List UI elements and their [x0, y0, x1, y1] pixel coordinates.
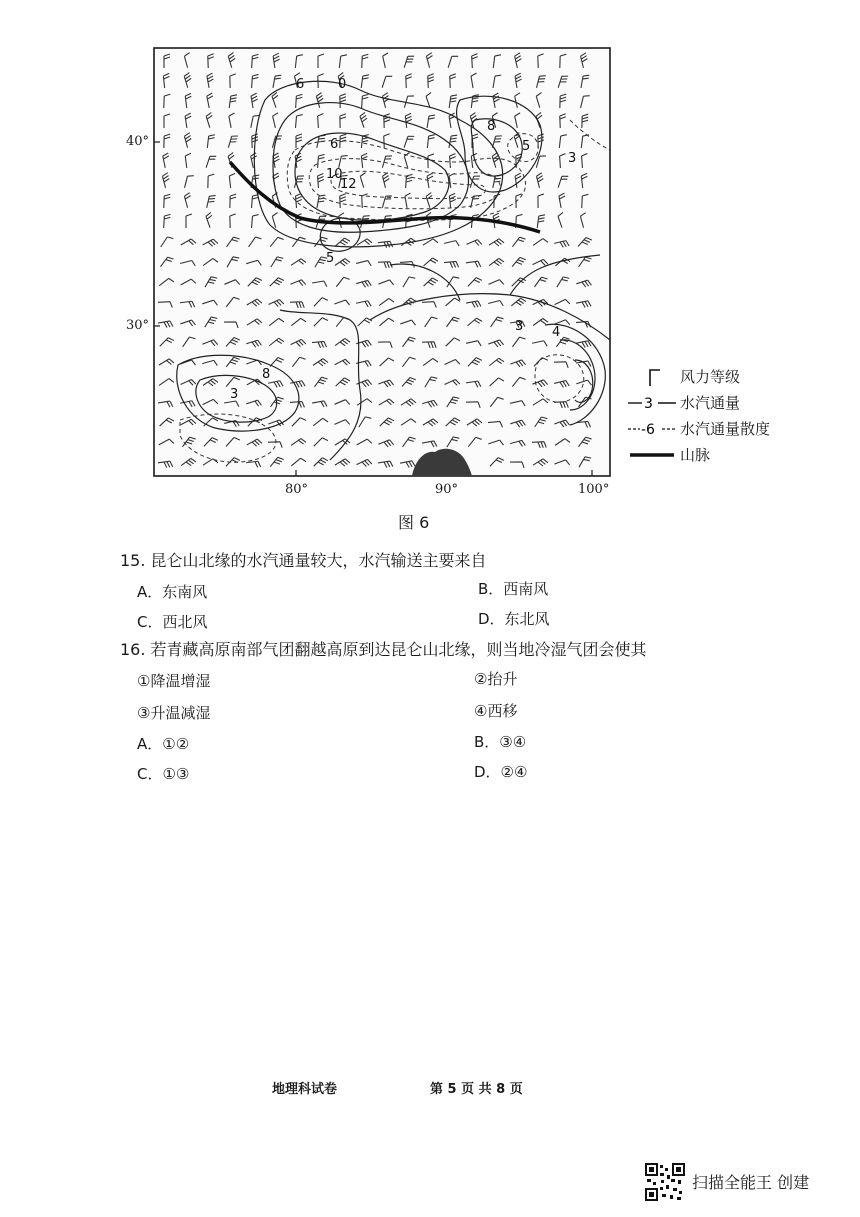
contour-label: 8 — [262, 367, 271, 382]
question-16 — [120, 637, 647, 660]
mountain-line-icon — [628, 444, 678, 466]
contour-label: 12 — [340, 177, 357, 192]
q16-statement-2: ②抬升 — [474, 670, 518, 688]
q15-option-d[interactable]: D．东北风 — [478, 610, 550, 628]
footer-subject: 地理科试卷 — [272, 1082, 338, 1097]
dashed-contour-icon — [628, 418, 678, 440]
question-16-number: 16. — [120, 640, 146, 659]
map-svg — [130, 40, 830, 510]
contour-label: 3 — [568, 151, 577, 166]
q16-option-d[interactable]: D．②④ — [474, 763, 528, 781]
q16-option-b[interactable]: B．③④ — [474, 733, 527, 751]
qr-code-icon — [645, 1163, 685, 1201]
lon-90-label: 90° — [435, 482, 459, 497]
contour-label: 3 — [515, 319, 524, 334]
footer-page: 第 5 页 共 8 页 — [430, 1082, 523, 1097]
scanner-brand-text: 扫描全能王 创建 — [692, 1173, 810, 1192]
figure-6-map — [126, 40, 830, 510]
lon-80-label: 80° — [285, 482, 309, 497]
legend-label-flux: 水汽通量 — [680, 394, 741, 412]
question-16-stem: 若青藏高原南部气团翻越高原到达昆仑山北缘，则当地冷湿气团会使其 — [150, 640, 647, 659]
q16-option-c[interactable]: C．①③ — [137, 765, 190, 783]
contour-label: 4 — [552, 325, 561, 340]
contour-label: 6 — [330, 137, 339, 152]
q15-option-b[interactable]: B．西南风 — [478, 580, 549, 598]
legend-label-mountain: 山脉 — [680, 446, 711, 464]
q15-option-c[interactable]: C．西北风 — [137, 613, 208, 631]
lat-30-label: 30° — [126, 318, 150, 333]
contour-label: 5 — [326, 251, 335, 266]
wind-barb-icon — [638, 366, 678, 388]
question-15-stem: 昆仑山北缘的水汽通量较大，水汽输送主要来自 — [150, 551, 487, 570]
contour-label: 0 — [338, 77, 347, 92]
q16-option-a[interactable]: A．①② — [137, 735, 190, 753]
contour-label: 5 — [522, 139, 531, 154]
solid-contour-icon — [628, 392, 678, 414]
legend-label-wind: 风力等级 — [680, 368, 741, 386]
lon-100-label: 100° — [578, 482, 610, 497]
q16-statement-1: ①降温增湿 — [137, 672, 211, 690]
contour-label: 3 — [230, 387, 239, 402]
question-15 — [120, 548, 487, 571]
q16-statement-3: ③升温减湿 — [137, 704, 211, 722]
question-15-number: 15. — [120, 551, 146, 570]
lat-40-label: 40° — [126, 134, 150, 149]
q16-statement-4: ④西移 — [474, 702, 518, 720]
q15-option-a[interactable]: A．东南风 — [137, 583, 208, 601]
svg-text:-6: -6 — [641, 422, 655, 438]
contour-label: 6 — [296, 77, 305, 92]
svg-text:3: 3 — [644, 396, 653, 412]
contour-label: 8 — [487, 119, 496, 134]
figure-caption: 图 6 — [398, 513, 430, 532]
legend-label-divergence: 水汽通量散度 — [680, 420, 771, 438]
contour-label: 10 — [326, 167, 343, 182]
